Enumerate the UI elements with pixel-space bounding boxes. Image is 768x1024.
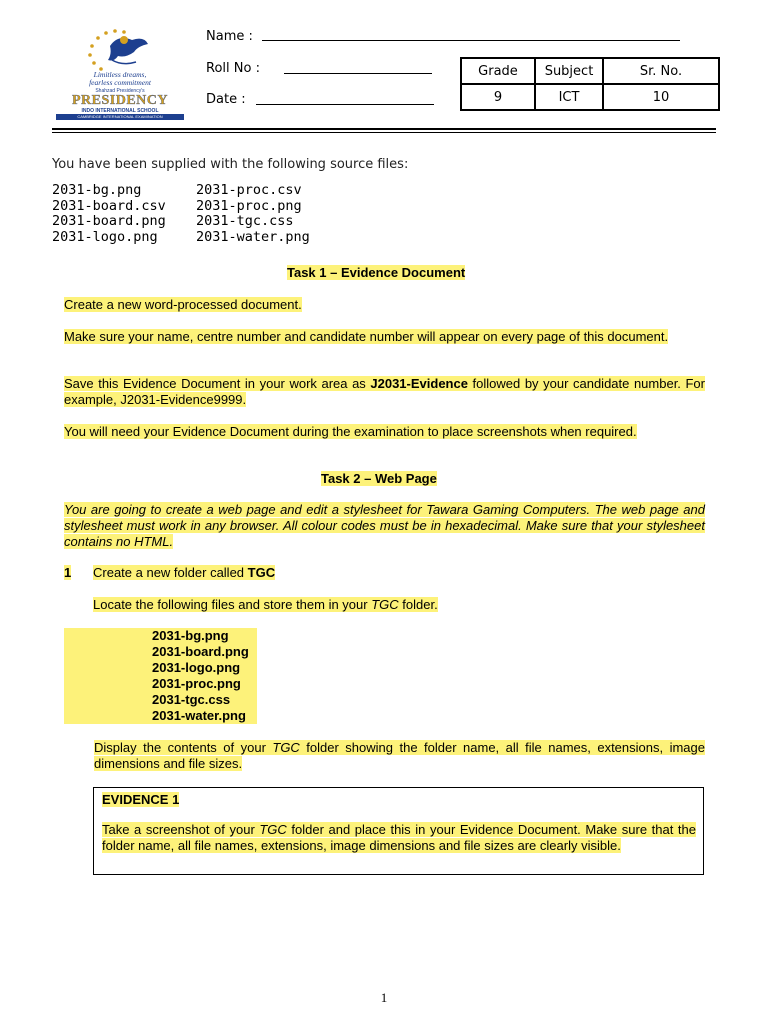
file-list-item: 2031-proc.png <box>64 676 257 692</box>
page-number: 1 <box>380 990 388 1005</box>
roll-no-label: Roll No : <box>206 61 260 76</box>
task-1-heading: Task 1 – Evidence Document <box>287 265 466 280</box>
file-list-item: 2031-logo.png <box>64 660 257 676</box>
folder-name: TGC <box>247 565 276 580</box>
grade-value: 9 <box>461 84 535 110</box>
grade-header: Grade <box>461 58 535 84</box>
task-1-paragraph-2 <box>64 329 705 345</box>
display-post: folder showing the folder name, all file names, extensions, image dimensions and file sizes. <box>94 740 705 771</box>
source-file: 2031-proc.png <box>196 197 302 214</box>
task-1-p2-text: Make sure your name, centre number and candidate number will appear on every page of this document. <box>64 329 669 344</box>
step-1-text <box>93 565 275 580</box>
logo-affiliation: CAMBRIDGE INTERNATIONAL EXAMINATION <box>77 114 163 119</box>
evidence-pre: Take a screenshot of your <box>102 822 260 837</box>
evidence-1-box <box>93 787 704 875</box>
source-files-column-2 <box>196 183 310 245</box>
display-folder: TGC <box>272 740 300 755</box>
source-file: 2031-board.png <box>52 213 166 229</box>
evidence-1-title: EVIDENCE 1 <box>102 792 180 807</box>
task-1-p4-text: You will need your Evidence Document during the examination to place screenshots when required. <box>64 424 637 439</box>
logo-founder: Shahzad Presidency's <box>95 88 145 94</box>
source-file: 2031-proc.csv <box>196 182 302 198</box>
task-1-p1-text: Create a new word-processed document. <box>64 297 302 312</box>
step-1-pre: Create a new folder called <box>93 565 248 580</box>
file-list-item: 2031-bg.png <box>64 628 257 644</box>
school-logo <box>52 26 188 119</box>
subject-value: ICT <box>535 84 603 110</box>
file-list-item: 2031-board.png <box>64 644 257 660</box>
file-list-item: 2031-tgc.css <box>64 692 257 708</box>
sr-no-value: 10 <box>603 84 719 110</box>
evidence-filename: J2031-Evidence <box>370 376 468 391</box>
locate-post: folder. <box>398 597 438 612</box>
step-1-number: 1 <box>64 565 72 580</box>
source-files-intro: You have been supplied with the following source files: <box>52 157 409 172</box>
name-label: Name : <box>206 29 253 44</box>
task-1-paragraph-4 <box>64 424 705 440</box>
subject-header: Subject <box>535 58 603 84</box>
grade-subject-table <box>460 57 720 111</box>
task-1-paragraph-1 <box>64 297 705 313</box>
name-line[interactable] <box>262 40 680 41</box>
logo-name: PRESIDENCY <box>71 93 168 108</box>
task-2-file-list <box>64 628 257 724</box>
source-files-column-1 <box>52 183 166 245</box>
task-2-intro-text: You are going to create a web page and edit a stylesheet for Tawara Gaming Computers. The web page and stylesheet must work in any browser. All colour codes must be in hexadecimal. Make sure that your stylesheet contains no HTML. <box>64 502 705 549</box>
task-2-heading: Task 2 – Web Page <box>321 471 437 486</box>
source-file: 2031-bg.png <box>52 182 142 198</box>
logo-tagline-1: Limitless dreams, <box>93 70 147 79</box>
display-contents-text <box>94 740 705 772</box>
source-file: 2031-logo.png <box>52 228 158 245</box>
source-file: 2031-tgc.css <box>196 213 294 229</box>
sr-no-header: Sr. No. <box>603 58 719 84</box>
task-1-paragraph-3 <box>64 376 705 408</box>
roll-no-line[interactable] <box>284 73 432 74</box>
date-line[interactable] <box>256 104 434 105</box>
evidence-1-text <box>102 822 696 854</box>
source-file: 2031-water.png <box>196 228 310 245</box>
evidence-post: folder and place this in your Evidence Document. Make sure that the folder name, all file names, extensions, image dimensions and file sizes are clearly visible. <box>102 822 696 853</box>
logo-tagline-2: fearless commitment <box>89 78 151 87</box>
display-pre: Display the contents of your <box>94 740 273 755</box>
logo-subname: INDO INTERNATIONAL SCHOOL <box>81 108 159 114</box>
header-divider-thin <box>52 132 716 133</box>
source-file: 2031-board.csv <box>52 197 166 214</box>
locate-folder: TGC <box>371 597 399 612</box>
locate-pre: Locate the following files and store them in your <box>93 597 372 612</box>
locate-files-text <box>93 597 438 612</box>
date-label: Date : <box>206 92 246 107</box>
header-divider <box>52 128 716 130</box>
task-2-intro <box>64 502 705 550</box>
evidence-folder: TGC <box>259 822 287 837</box>
task-1-p3-post: followed by your candidate number. For example, J2031-Evidence9999. <box>64 376 705 407</box>
task-1-p3-pre: Save this Evidence Document in your work area as <box>64 376 371 391</box>
file-list-item: 2031-water.png <box>64 708 257 724</box>
